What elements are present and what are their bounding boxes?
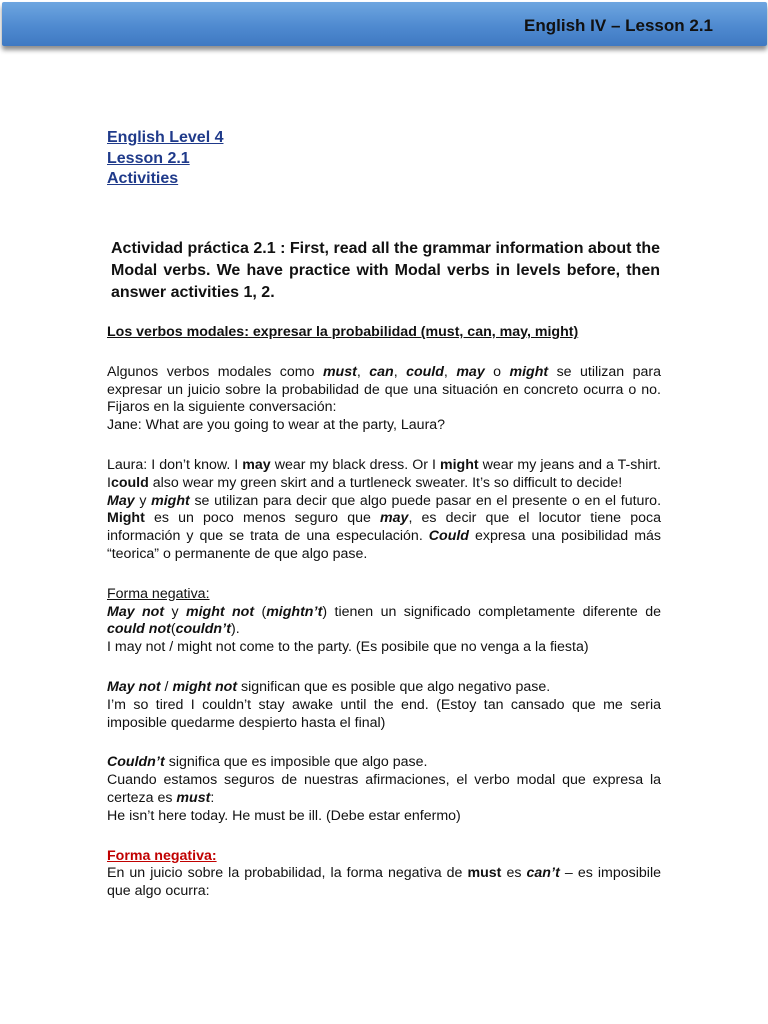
negative-form-heading: Forma negativa: (107, 585, 210, 602)
activities-heading: Activities (107, 170, 179, 187)
document-body (107, 324, 661, 901)
couldnt-paragraph: Couldn’t significa que es imposible que algo pase. (107, 754, 428, 771)
lesson-headings (107, 128, 223, 190)
laura-paragraph: Laura: I don’t know. I may wear my black dress. Or I might wear my jeans and a T-shirt. Icould also wear my green skirt and a turtleneck sweater. It’s so difficult to decide! (107, 456, 661, 491)
negative-form-heading-red: Forma negativa: (107, 847, 217, 864)
activity-instruction: Actividad práctica 2.1 : First, read all the grammar information about the Modal verbs. We have practice with Modal verbs in levels before, then answer activities 1, 2. (111, 240, 660, 301)
lesson-heading: Lesson 2.1 (107, 149, 190, 167)
header-bar (2, 2, 767, 46)
cant-paragraph: En un juicio sobre la probabilidad, la forma negativa de must es can’t – es imposibile que algo ocurra: (107, 865, 661, 900)
negative-form-paragraph: May not y might not (mightn’t) tienen un significado completamente diferente de could not(couldn’t). (107, 603, 661, 638)
may-might-paragraph: May y might se utilizan para decir que algo puede pasar en el presente o en el futuro. Might es un poco menos seguro que may, es decir que el locutor tiene poca información y que se trata de una especulación. Could expresa una posibilidad más “teorica” o permanente de que algo pase. (107, 492, 662, 562)
certainty-paragraph: Cuando estamos seguros de nuestras afirmaciones, el verbo modal que expresa la certeza es must: (107, 772, 661, 806)
must-example: He isn’t here today. He must be ill. (Debe estar enfermo) (107, 807, 461, 824)
intro-paragraph: Algunos verbos modales como must, can, could, may o might se utilizan para expresar un juicio sobre la probabilidad de que una situación en concreto ocurra o no. Fijaros en la siguiente conversación: (107, 363, 661, 416)
negative-form-example: I may not / might not come to the party. (Es posibile que no venga a la fiesta) (107, 639, 589, 656)
header-title: English IV – Lesson 2.1 (524, 16, 713, 35)
section-title: Los verbos modales: expresar la probabilidad (must, can, may, might) (107, 324, 579, 340)
jane-line: Jane: What are you going to wear at the party, Laura? (107, 417, 446, 434)
may-not-example: I’m so tired I couldn’t stay awake until the end. (Estoy tan cansado que me seria imposible quedarme despierto hasta el final) (107, 696, 661, 731)
course-level-heading: English Level 4 (107, 129, 224, 146)
may-not-paragraph: May not / might not significan que es posible que algo negativo pase. (107, 678, 551, 695)
